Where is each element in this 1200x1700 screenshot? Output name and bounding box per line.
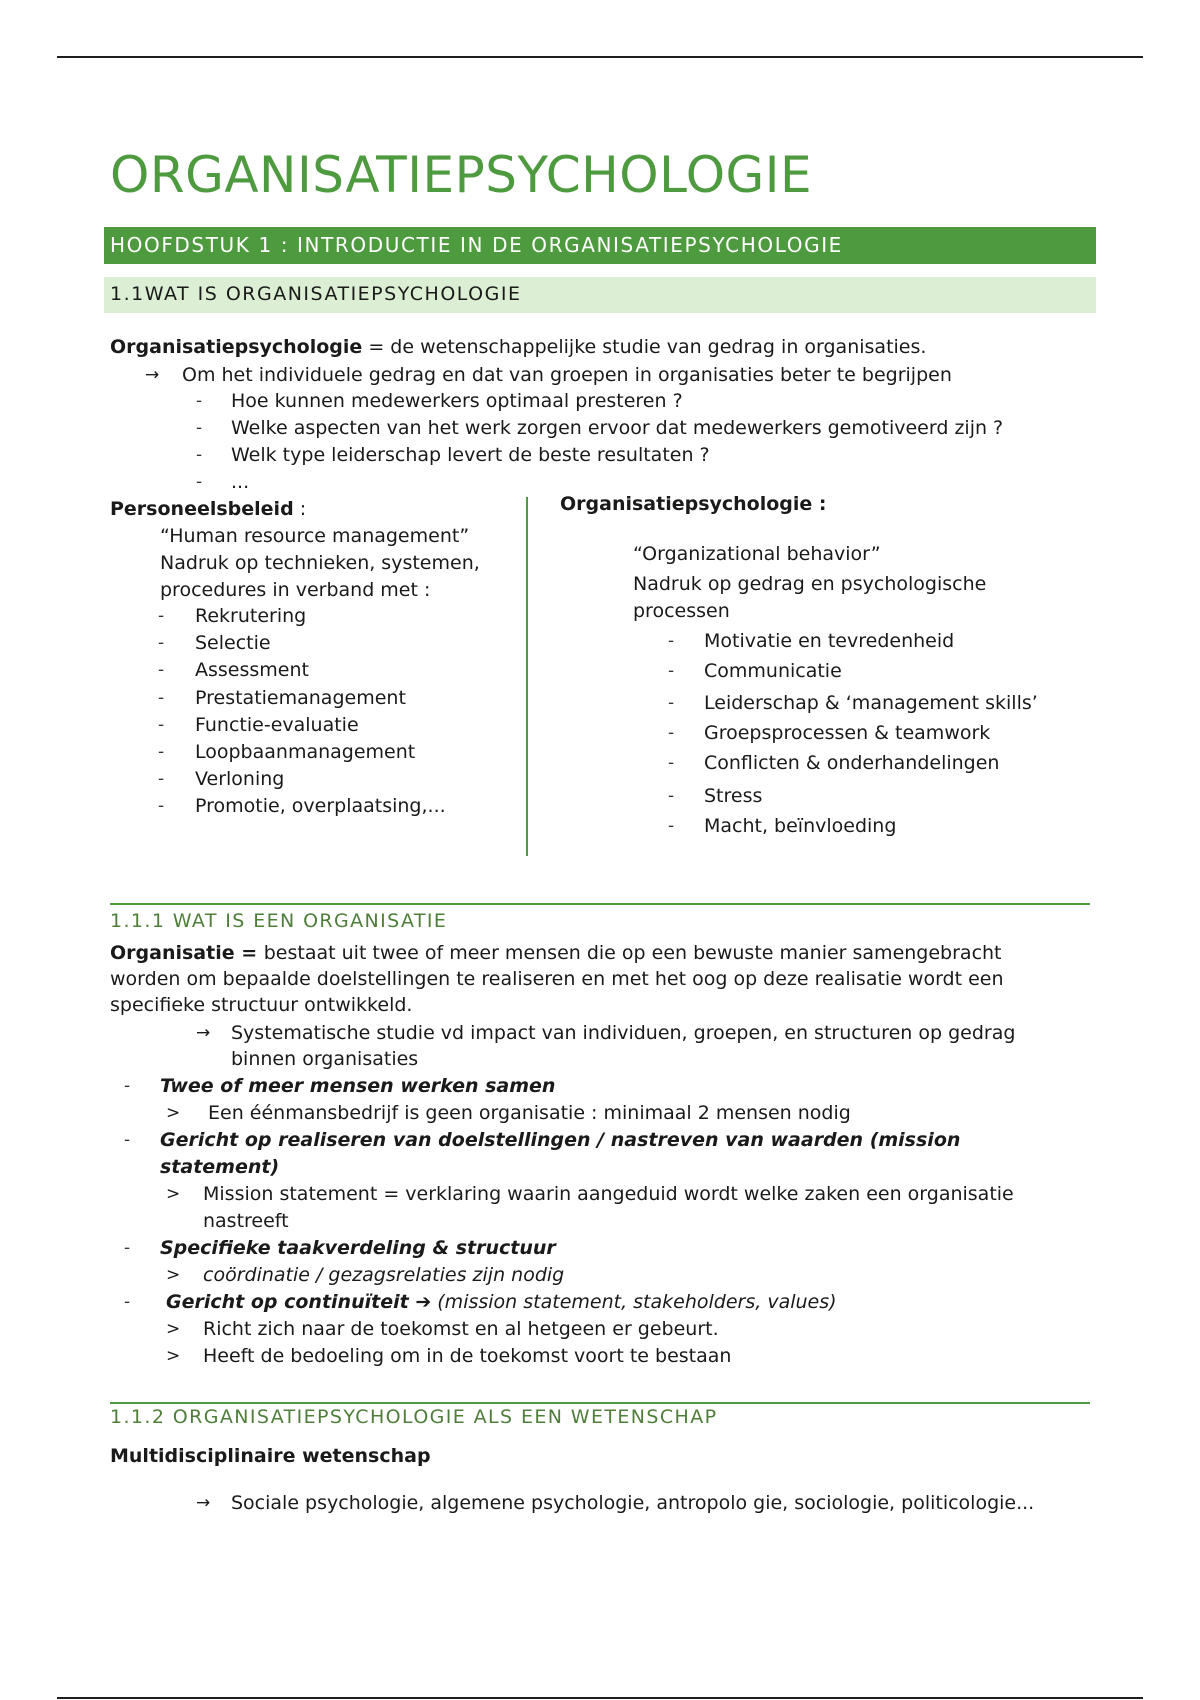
page-top-rule: [57, 56, 1143, 58]
list-item: Conflicten & onderhandelingen: [704, 752, 1000, 774]
column-divider: [526, 497, 528, 856]
left-column-focus: Nadruk op technieken, systemen,: [160, 552, 480, 574]
left-column-focus: procedures in verband met :: [160, 579, 431, 601]
organisation-definition: worden om bepaalde doelstellingen te realiseren en met het oog op deze realisatie wordt een: [110, 968, 1004, 990]
organisation-definition: specifieke structuur ontwikkeld.: [110, 994, 413, 1016]
arrow-text: Sociale psychologie, algemene psychologie, antropolo gie, sociologie, politicologie...: [231, 1492, 1035, 1514]
left-column-quote: “Human resource management”: [160, 525, 470, 547]
arrow-right-icon: →: [196, 1023, 211, 1043]
dash-icon: -: [668, 753, 675, 773]
dash-icon: -: [668, 661, 675, 681]
document-title: ORGANISATIEPSYCHOLOGIE: [110, 146, 813, 204]
arrow-text: binnen organisaties: [231, 1048, 419, 1070]
point-sub: nastreeft: [203, 1210, 289, 1232]
question-item: Welke aspecten van het werk zorgen ervoor dat medewerkers gemotiveerd zijn ?: [231, 417, 1004, 439]
point-title: statement): [160, 1156, 280, 1178]
chapter-heading: HOOFDSTUK 1 : INTRODUCTIE IN DE ORGANISATIEPSYCHOLOGIE: [110, 233, 843, 257]
bold-arrow-icon: ➔: [415, 1291, 432, 1313]
question-item: Hoe kunnen medewerkers optimaal presteren ?: [231, 390, 683, 412]
right-column-heading: Organisatiepsychologie :: [560, 493, 827, 515]
point-title: Gericht op realiseren van doelstellingen / nastreven van waarden (mission: [160, 1129, 961, 1151]
list-item: Macht, beïnvloeding: [704, 815, 897, 837]
dash-icon: -: [158, 633, 165, 653]
organisation-definition-line: [110, 940, 1002, 966]
subsection-heading: 1.1.1 WAT IS EEN ORGANISATIE: [110, 910, 448, 932]
dash-icon: -: [668, 693, 675, 713]
section-heading: 1.1WAT IS ORGANISATIEPSYCHOLOGIE: [110, 283, 522, 305]
point-sub: coördinatie / gezagsrelaties zijn nodig: [203, 1264, 565, 1286]
definition-arrow-text: Om het individuele gedrag en dat van groepen in organisaties beter te begrijpen: [182, 364, 952, 386]
dash-icon: -: [124, 1076, 131, 1096]
list-item: Promotie, overplaatsing,...: [195, 795, 446, 817]
question-item: ...: [231, 471, 250, 493]
right-column-quote: “Organizational behavior”: [633, 543, 881, 565]
list-item: Stress: [704, 785, 763, 807]
subsection-term: Multidisciplinaire wetenschap: [110, 1445, 431, 1467]
dash-icon: -: [158, 688, 165, 708]
definition-term: Organisatiepsychologie: [110, 336, 363, 358]
point-sub: Een éénmansbedrijf is geen organisatie : minimaal 2 mensen nodig: [208, 1102, 851, 1124]
dash-icon: -: [196, 445, 203, 465]
dash-icon: -: [158, 796, 165, 816]
list-item: Communicatie: [704, 660, 842, 682]
gt-icon: >: [166, 1319, 181, 1339]
point-title-tail: (mission statement, stakeholders, values): [431, 1291, 837, 1313]
left-column-heading: Personeelsbeleid: [110, 498, 294, 520]
dash-icon: -: [196, 472, 203, 492]
dash-icon: -: [124, 1130, 131, 1150]
list-item: Functie-evaluatie: [195, 714, 359, 736]
point-title: Specifieke taakverdeling & structuur: [160, 1237, 556, 1259]
chapter-heading-bar: [104, 227, 1096, 264]
arrow-text: Systematische studie vd impact van individuen, groepen, en structuren op gedrag: [231, 1022, 1016, 1044]
list-item: Prestatiemanagement: [195, 687, 406, 709]
list-item: Verloning: [195, 768, 285, 790]
dash-icon: -: [124, 1292, 131, 1312]
dash-icon: -: [196, 391, 203, 411]
list-item: Leiderschap & ‘management skills’: [704, 692, 1038, 714]
list-item: Rekrutering: [195, 605, 307, 627]
arrow-right-icon: →: [196, 1493, 211, 1513]
dash-icon: -: [158, 606, 165, 626]
dash-icon: -: [668, 786, 675, 806]
point-title-line: [166, 1289, 837, 1315]
point-sub: Heeft de bedoeling om in de toekomst voort te bestaan: [203, 1345, 732, 1367]
left-column-heading-line: [110, 496, 306, 522]
gt-icon: >: [166, 1265, 181, 1285]
point-title: Twee of meer mensen werken samen: [160, 1075, 556, 1097]
right-column-focus: Nadruk op gedrag en psychologische: [633, 573, 987, 595]
list-item: Motivatie en tevredenheid: [704, 630, 955, 652]
subsection-rule: [110, 1402, 1090, 1404]
dash-icon: -: [158, 742, 165, 762]
dash-icon: -: [158, 769, 165, 789]
left-column-heading-suffix: :: [293, 498, 307, 520]
dash-icon: -: [124, 1238, 131, 1258]
list-item: Groepsprocessen & teamwork: [704, 722, 991, 744]
list-item: Loopbaanmanagement: [195, 741, 416, 763]
point-title: Gericht op continuïteit: [166, 1291, 416, 1313]
organisation-definition: bestaat uit twee of meer mensen die op een bewuste manier samengebracht: [263, 942, 1002, 964]
dash-icon: -: [668, 816, 675, 836]
point-sub: Richt zich naar de toekomst en al hetgeen er gebeurt.: [203, 1318, 719, 1340]
dash-icon: -: [668, 631, 675, 651]
dash-icon: -: [668, 723, 675, 743]
point-sub: Mission statement = verklaring waarin aangeduid wordt welke zaken een organisatie: [203, 1183, 1014, 1205]
gt-icon: >: [166, 1346, 181, 1366]
question-item: Welk type leiderschap levert de beste resultaten ?: [231, 444, 710, 466]
section-heading-bar: [104, 277, 1096, 313]
arrow-right-icon: →: [145, 365, 160, 385]
list-item: Selectie: [195, 632, 271, 654]
list-item: Assessment: [195, 659, 309, 681]
definition-line: [110, 334, 926, 360]
definition-text: = de wetenschappelijke studie van gedrag in organisaties.: [362, 336, 927, 358]
dash-icon: -: [158, 715, 165, 735]
subsection-rule: [110, 903, 1090, 905]
right-column-focus: processen: [633, 600, 730, 622]
page-bottom-rule: [57, 1697, 1143, 1699]
dash-icon: -: [196, 418, 203, 438]
dash-icon: -: [158, 660, 165, 680]
gt-icon: >: [166, 1184, 181, 1204]
organisation-term: Organisatie =: [110, 942, 264, 964]
gt-icon: >: [166, 1103, 181, 1123]
subsection-heading: 1.1.2 ORGANISATIEPSYCHOLOGIE ALS EEN WETENSCHAP: [110, 1406, 718, 1428]
